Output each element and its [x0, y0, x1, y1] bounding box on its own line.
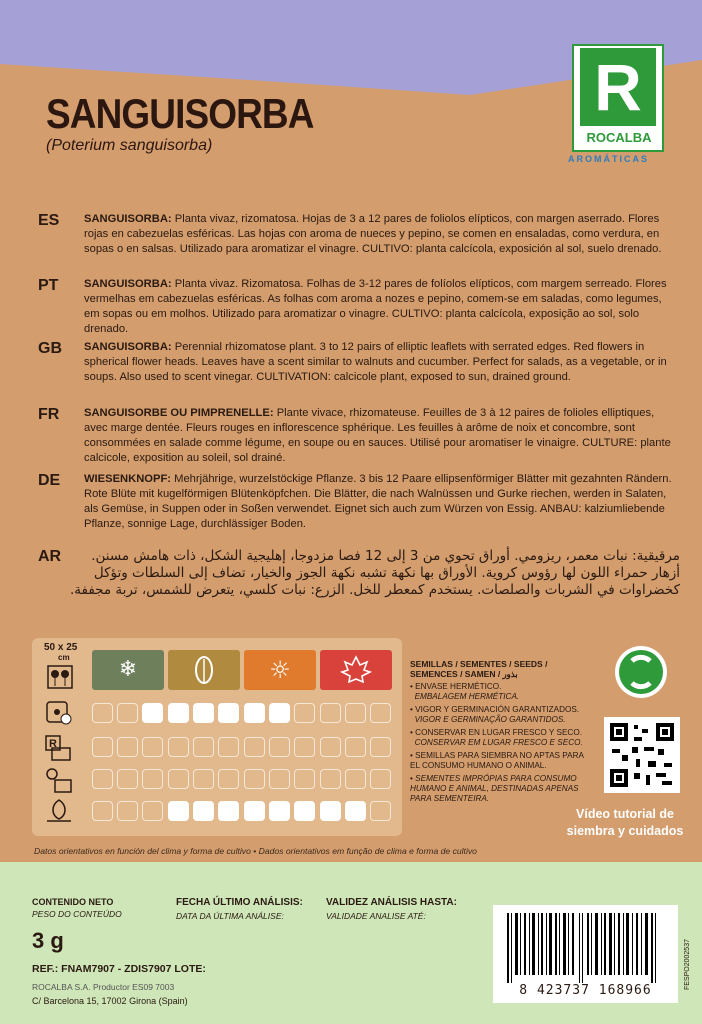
product-latin-name: (Poterium sanguisorba) — [46, 137, 213, 154]
barcode-number: 8 423737 168966 — [519, 983, 652, 998]
seeds-info — [410, 659, 590, 804]
month-cell — [218, 737, 239, 757]
month-cell — [269, 737, 290, 757]
logo-category: AROMÁTICAS — [568, 154, 649, 164]
month-cell — [117, 769, 138, 789]
month-cell — [345, 703, 366, 723]
month-cell — [269, 769, 290, 789]
producer-info: ROCALBA S.A. Productor ES09 7003 — [32, 982, 175, 992]
seeds-item-pt: VIGOR E GERMINAÇÃO GARANTIDOS. — [414, 715, 566, 724]
logo-letter: R — [580, 48, 656, 126]
month-cell — [218, 703, 239, 723]
month-cell — [142, 737, 163, 757]
month-cell — [269, 703, 290, 723]
svg-text:R: R — [49, 738, 57, 750]
seeds-item-es: CONSERVAR EN LUGAR FRESCO Y SECO. — [415, 728, 582, 737]
month-cell — [320, 769, 341, 789]
month-cell — [269, 801, 290, 821]
month-cell — [193, 769, 214, 789]
sun-icon: ☼ — [269, 656, 291, 684]
description-text-es — [84, 212, 680, 257]
month-cell — [370, 801, 391, 821]
description-lead-pt: SANGUISORBA: — [84, 278, 172, 290]
month-cell — [117, 703, 138, 723]
month-cell — [142, 801, 163, 821]
month-cell — [244, 769, 265, 789]
lang-code-ar: AR — [38, 548, 62, 565]
month-cell — [244, 801, 265, 821]
month-cell — [142, 769, 163, 789]
month-cell — [117, 737, 138, 757]
seeds-header-2: SEMENCES / SAMEN / بذور — [410, 669, 518, 679]
description-text-pt — [84, 277, 680, 337]
description-text-fr — [84, 406, 680, 466]
net-weight: 3 g — [32, 928, 64, 953]
seeds-item-es: SEMILLAS PARA SIEMBRA NO APTAS PARA EL CONSUMO HUMANO O ANIMAL. — [410, 751, 584, 770]
month-cell — [320, 801, 341, 821]
seeds-item: • SEMILLAS PARA SIEMBRA NO APTAS PARA EL CONSUMO HUMANO O ANIMAL. — [410, 751, 584, 770]
seeds-item: • ENVASE HERMÉTICO. EMBALAGEM HERMÉTICA. — [410, 682, 520, 701]
product-title: SANGUISORBA — [46, 90, 314, 137]
month-cell — [193, 703, 214, 723]
description-lead-gb: SANGUISORBA: — [84, 341, 172, 353]
month-cell — [370, 737, 391, 757]
description-lead-fr: SANGUISORBE OU PIMPRENELLE: — [84, 407, 274, 419]
harvest-icon — [44, 797, 74, 825]
month-cell — [117, 801, 138, 821]
season-autumn — [320, 650, 392, 690]
month-cell — [142, 703, 163, 723]
month-cell — [92, 769, 113, 789]
month-cell — [193, 801, 214, 821]
validity-label-pt: VALIDADE ANALISE ATÉ: — [326, 911, 426, 921]
season-summer — [244, 650, 316, 690]
lang-code-de: DE — [38, 472, 61, 489]
month-cell — [294, 703, 315, 723]
reference-lot: REF.: FNAM7907 - ZDIS7907 LOTE: — [32, 963, 206, 975]
month-cell — [168, 769, 189, 789]
description-body-de: Mehrjährige, wurzelstöckige Pflanze. 3 bis 12 Paare ellipsenförmiger Blätter mit gezahnten Rändern. Rote Blüte mit kugelförmigen Blütenköpfchen. Die Blätter, die nach Walnüssen und Gurke riechen, werden in Salaten, als Gemüse, in Suppen oder in Soßen verwendet. Eignet sich auch zum Würzen von Essig. ANBAU: kalziumliebende Pflanze, sonnige Lage, durchlässiger Boden. — [84, 473, 672, 530]
analysis-date-label-pt: DATA DA ÚLTIMA ANÁLISE: — [176, 911, 284, 921]
description-body-gb: Perennial rhizomatose plant. 3 to 12 pairs of elliptic leaflets with serrated edges. Red flowers in spherical flower heads. Leaves have a scent similar to walnuts and cucumber. Perfect for salads, as a vegetable, or in soups. Also used to scent vinegar. CULTIVATION: calcicole plant, exposed to sun, drained ground. — [84, 341, 667, 383]
season-winter — [92, 650, 164, 690]
description-body-es: Planta vivaz, rizomatosa. Hojas de 3 a 12 pares de foliolos elípticos, con margen aserrado. Flores rojas en cabezuelas esféricas. Las hojas con aroma de nueces y pepino, se comen en ensaladas, como verdura, en sopas o en salsas. Utilizado para aromatizar el vinagre. CULTIVO: planta calcícola, exposición al sol, suelo drenado. — [84, 213, 662, 255]
seedbed-icon — [44, 699, 74, 727]
description-body-pt: Planta vivaz. Rizomatosa. Folhas de 3-12 pares de folíolos elípticos, com margem serreado. Flores vermelhas em cabezuelas esféricas. As folhas com aroma a nozes e pepino, comem-se em saladas, como legumes, em sopas ou em molhos. Utilizado para aromatizar o vinagre. CULTIVO: planta calcícola, exposição ao sol, solo drenado. — [84, 278, 667, 335]
month-cell — [92, 737, 113, 757]
logo-box — [572, 44, 664, 152]
month-cell — [345, 769, 366, 789]
side-code: FESPO2002537 — [684, 939, 691, 990]
description-text-de — [84, 472, 680, 532]
month-cell — [168, 703, 189, 723]
lang-code-es: ES — [38, 212, 60, 229]
month-cell — [218, 801, 239, 821]
seeds-item-es: ENVASE HERMÉTICO. — [415, 682, 502, 691]
month-cell — [193, 737, 214, 757]
month-cell — [92, 703, 113, 723]
month-cell — [168, 801, 189, 821]
barcode — [493, 905, 678, 1003]
plant-spacing-icon — [46, 664, 74, 690]
seeds-item-pt: CONSERVAR EM LUGAR FRESCO E SECO. — [414, 738, 583, 747]
barcode-bars-icon — [493, 905, 678, 985]
month-cell — [370, 703, 391, 723]
month-cell — [294, 737, 315, 757]
video-label-line1: Vídeo tutorial de — [576, 807, 674, 821]
month-cell — [244, 737, 265, 757]
month-cell — [92, 801, 113, 821]
leaf-icon — [168, 650, 240, 690]
producer-address: C/ Barcelona 15, 17002 Girona (Spain) — [32, 996, 188, 1006]
month-cell — [218, 769, 239, 789]
video-label-line2: siembra y cuidados — [566, 824, 684, 838]
spacing-value: 50 x 25 — [44, 642, 78, 653]
validity-label: VALIDEZ ANÁLISIS HASTA: — [326, 897, 457, 908]
lang-code-pt: PT — [38, 277, 59, 294]
month-cell — [294, 801, 315, 821]
outdoor-sowing-icon — [44, 766, 74, 794]
qr-code-icon — [604, 717, 680, 793]
month-cell — [345, 737, 366, 757]
description-body-fr: Plante vivace, rhizomateuse. Feuilles de 3 à 12 paires de folioles elliptiques, avec marge dentée. Fleurs rouges en inflorescence sphérique. Les feuilles à arôme de noix et concombre, sont consommées en salade comme légume, en soupe ou en sauces. Utilisé pour aromatiser le vinaigre. CULTURE: plante calcicole, exposition au soleil, sol drainé. — [84, 407, 671, 464]
analysis-date-label: FECHA ÚLTIMO ANÁLISIS: — [176, 897, 303, 908]
seeds-item-pt: EMBALAGEM HERMÉTICA. — [414, 692, 520, 701]
description-text-ar: مرقيقية: نبات معمر، ريزومي. أوراق تحوي من 3 إلى 12 فصا مزدوجا، إهليجية الشكل، ذات هامش مسنن. أزهار حمراء اللون لها رؤوس كروية. الأوراق بها نكهة تشبه نكهة الجوز والخيار، تضاف إلى السلطات وتؤكل كخضراوات في الشربات والصلصات. يستخدم كمعطر للخل. الزرع: نبات كلسي، يتعرض للشمس، تربة مجففة. — [69, 548, 680, 598]
logo-brand-name: ROCALBA — [586, 130, 652, 145]
month-cell — [320, 703, 341, 723]
month-cell — [320, 737, 341, 757]
lang-code-gb: GB — [38, 340, 62, 357]
description-text-gb — [84, 340, 680, 385]
seeds-item-pt: SEMENTES IMPRÓPIAS PARA CONSUMO HUMANO E ANIMAL, DESTINADAS APENAS PARA SEMENTEIRA. — [410, 774, 579, 803]
maple-leaf-icon — [320, 650, 392, 690]
net-content-label: CONTENIDO NETO — [32, 897, 114, 907]
lang-code-fr: FR — [38, 406, 60, 423]
seeds-header-1: SEMILLAS / SEMENTES / SEEDS / — [410, 659, 548, 669]
net-content-label-pt: PESO DO CONTEÚDO — [32, 909, 122, 919]
seeds-item: • VIGOR Y GERMINACIÓN GARANTIZADOS. VIGOR E GERMINAÇÃO GARANTIDOS. — [410, 705, 580, 724]
spacing-unit: cm — [58, 653, 70, 662]
seeds-item-es: VIGOR Y GERMINACIÓN GARANTIZADOS. — [415, 705, 580, 714]
green-dot-recycling-icon — [612, 643, 670, 701]
rocalba-logo — [568, 44, 668, 164]
qr-code[interactable] — [604, 717, 680, 793]
transplant-icon — [44, 734, 74, 762]
month-cell — [345, 801, 366, 821]
snowflake-icon: ❄ — [118, 657, 138, 682]
video-tutorial-label[interactable] — [555, 806, 695, 840]
season-spring — [168, 650, 240, 690]
month-cell — [168, 737, 189, 757]
description-lead-es: SANGUISORBA: — [84, 213, 172, 225]
month-cell — [294, 769, 315, 789]
month-cell — [244, 703, 265, 723]
month-cell — [370, 769, 391, 789]
disclaimer: Datos orientativos en función del clima y forma de cultivo • Dados orientativos em função de clima e forma de cultivo — [34, 846, 477, 856]
seeds-item: • CONSERVAR EN LUGAR FRESCO Y SECO. CONSERVAR EM LUGAR FRESCO E SECO. — [410, 728, 583, 747]
description-lead-de: WIESENKNOPF: — [84, 473, 172, 485]
seeds-item: • SEMENTES IMPRÓPIAS PARA CONSUMO HUMANO E ANIMAL, DESTINADAS APENAS PARA SEMENTEIRA. — [410, 774, 579, 803]
